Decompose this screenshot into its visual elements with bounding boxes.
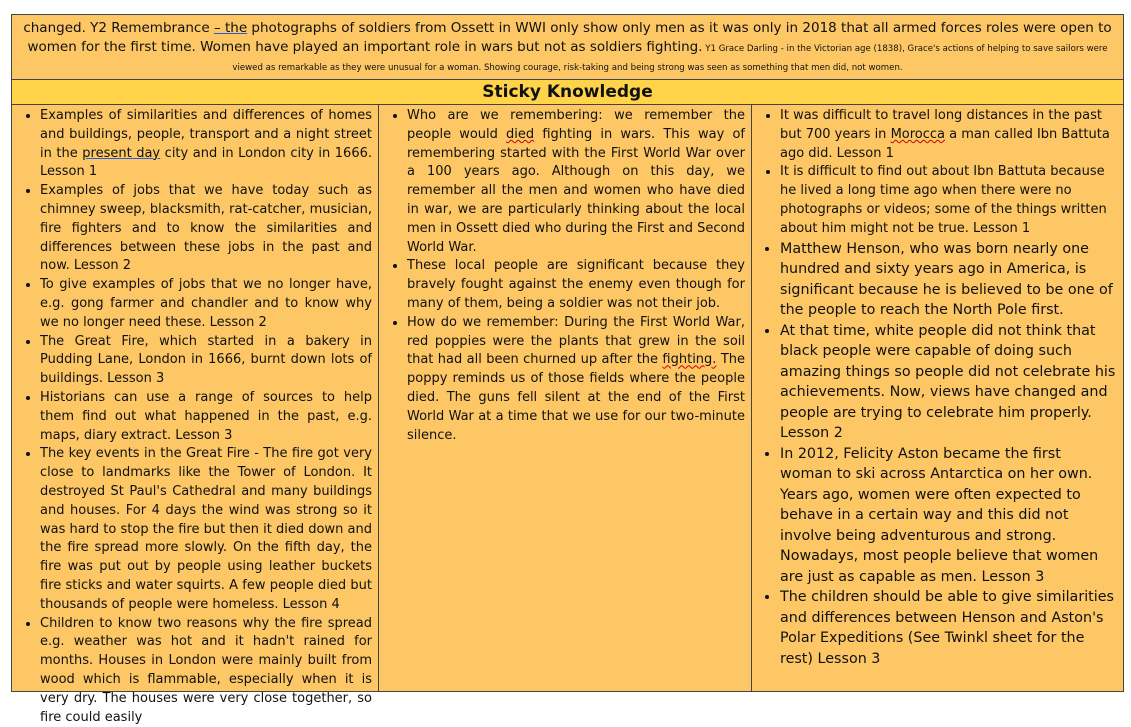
bullet-text: Matthew Henson, who was born nearly one hundred and sixty years ago in America, is significant because he is believed to be one of the people to reach the North Pole first.: [780, 240, 1113, 319]
bullet-text: The key events in the Great Fire - The fire got very close to landmarks like the Tower of London. It destroyed St Paul's Cathedral and many buildings and houses. For 4 days the wind was strong so it was hard to stop the fire but then it died down and the fire spread more slowly. On the fifth day, the fire was put out by people using leather buckets fire sticks and water squirts. A few people died but thousands of people were homeless. Lesson 4: [40, 446, 372, 612]
bullet-item: [780, 163, 1117, 238]
bullet-text: fighting in wars. This way of remembering started with the First World War over a 100 years ago. Although on this day, we remember all the men and women who have died in war, we are particularly thinking about the local men in Ossett died who during the First and Second World War.: [407, 126, 745, 255]
bullet-text: These local people are significant because they bravely fought against the enemy even though for many of them, being a soldier was not their job.: [407, 258, 745, 311]
column-remembrance: [379, 105, 752, 691]
intro-small-text: Y1 Grace Darling - in the Victorian age (1838), Grace's actions of helping to save sailors were viewed as remarkable as they were unusual for a woman. Showing courage, risk-taking and being strong was seen as something that men did, not women.: [232, 44, 1108, 73]
intro-text-1: changed. Y2 Remembrance: [23, 20, 214, 36]
bullet-item: [407, 257, 745, 313]
bullet-text: Examples of similarities and differences of homes and buildings, people, transport and a night street in the: [40, 108, 372, 161]
bullet-item: [780, 444, 1117, 588]
bullet-text: The Great Fire, which started in a bakery in Pudding Lane, London in 1666, burnt down lots of buildings. Lesson 3: [40, 333, 372, 387]
bullet-item: [40, 445, 372, 614]
bullet-text: At that time, white people did not think that black people were capable of doing such amazing things so people did not celebrate his achievements. Now, views have changed and people are trying to celebrate him properly. Lesson 2: [780, 322, 1116, 442]
bullet-text: a man called Ibn Battuta ago did. Lesson 1: [780, 126, 1110, 161]
bullet-item: [40, 107, 372, 182]
bullet-text: Examples of jobs that we have today such as chimney sweep, blacksmith, rat-catcher, musician, fire fighters and to know the similarities and differences between these jobs in the past and now. Lesson 2: [40, 183, 372, 274]
underlined-word: present day: [82, 145, 161, 161]
bullet-text: It was difficult to travel long distances in the past but 700 years in: [780, 108, 1102, 142]
bullet-list: [754, 107, 1117, 669]
column-great-fire: [12, 105, 379, 725]
underlined-word: died: [506, 126, 535, 142]
bullet-item: [40, 333, 372, 389]
bullet-text: Children to know two reasons why the fire spread e.g. weather was hot and it hadn't rained for months. Houses in London were mainly built from wood which is flammable, especially when it is very dry. The houses were very close together, so fire could easily: [40, 615, 372, 725]
bullet-item: [40, 276, 372, 332]
bullet-text: How do we remember: During the First World War, red poppies were the plants that grew in the soil that had all been churned up after the: [407, 314, 745, 368]
bullet-list: [381, 107, 745, 445]
bullet-item: [407, 107, 745, 257]
bullet-text: city and in London city in 1666. Lesson 1: [40, 145, 373, 180]
bullet-text: Historians can use a range of sources to help them find out what happened in the past, e.g. maps, diary extract. Lesson 3: [40, 389, 372, 443]
bullet-text: The children should be able to give similarities and differences between Henson and Aston's Polar Expeditions (See Twinkl sheet for the rest) Lesson 3: [780, 589, 1114, 667]
column-explorers: [752, 105, 1123, 691]
intro-text-2: photographs of soldiers from Ossett in WWI only show only men as it was only in 2018 that all armed forces roles were open to women for the first time. Women have played an important role in wars but not as soldiers fighting.: [27, 20, 1112, 55]
underlined-word: Morocca: [890, 126, 946, 142]
intro-paragraph: [12, 15, 1123, 80]
bullet-item: [780, 107, 1117, 163]
bullet-item: [780, 321, 1117, 444]
bullet-item: [780, 587, 1117, 669]
bullet-item: [407, 314, 745, 446]
bullet-text: It is difficult to find out about Ibn Battuta because he lived a long time ago when there were no photographs or videos; some of the things written about him might not be true. Lesson 1: [780, 164, 1107, 236]
bullet-item: [40, 615, 372, 727]
bullet-list: [14, 107, 372, 727]
knowledge-columns: [12, 105, 1123, 725]
bullet-text: In 2012, Felicity Aston became the first woman to ski across Antarctica on her own. Years ago, women were often expected to behave in a certain way and this did not involve being adventurous and strong. Nowadays, most people believe that women are just as capable as men. Lesson 3: [780, 445, 1099, 585]
bullet-text: To give examples of jobs that we no longer have, e.g. gong farmer and chandler and to know why we no longer need these. Lesson 2: [40, 277, 372, 330]
underlined-word: fighting.: [662, 352, 717, 368]
knowledge-organiser-table: [11, 14, 1124, 725]
bullet-item: [780, 239, 1117, 321]
intro-underlined-text: – the: [213, 20, 248, 36]
bullet-text: The poppy reminds us of those fields where the people died. The guns fell silent at the end of the First World War at a time that we use for our two-minute silence.: [407, 352, 745, 443]
bullet-item: [40, 389, 372, 445]
section-heading: Sticky Knowledge: [12, 80, 1123, 105]
bullet-item: [40, 182, 372, 276]
bullet-text: Who are we remembering: we remember the people would: [407, 108, 745, 142]
